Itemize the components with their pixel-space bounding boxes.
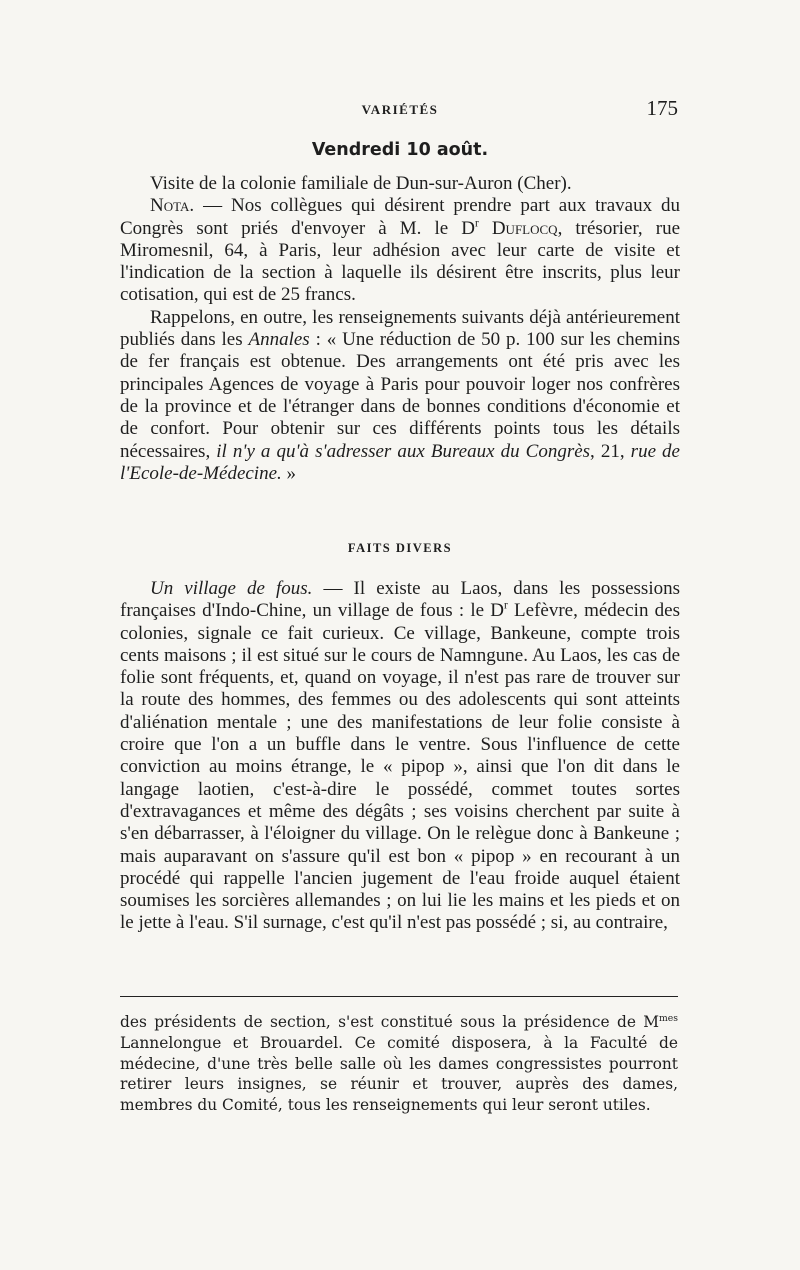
footnote-mmes-superscript: mes: [659, 1012, 678, 1024]
faits-divers-block: [120, 578, 680, 935]
rappel-text-1: Rappelons, en outre, les renseignements suivants déjà antérieurement publiés dans les: [120, 306, 680, 351]
village-text-1: — Il existe au Laos, dans les possessions françaises d'Indo-Chine, un village de fous : le D: [120, 578, 681, 622]
rappel-annales: Annales: [248, 329, 310, 351]
rappel-text-3: , 21,: [590, 440, 631, 462]
visit-text: Visite de la colonie familiale de Dun-sur-Auron (Cher).: [150, 173, 572, 194]
footnote-text-1: des présidents de section, s'est constitué sous la présidence de M: [120, 1013, 660, 1031]
rappel-italic-1: il n'y a qu'à s'adresser aux Bureaux du Congrès: [216, 440, 591, 462]
running-head: VARIÉTÉS: [361, 102, 439, 117]
section-heading: FAITS DIVERS: [347, 541, 453, 555]
village-paragraph: [120, 578, 680, 935]
nota-dr-superscript: r: [474, 217, 479, 230]
visit-paragraph: [120, 173, 680, 195]
village-title: Un village de fous.: [150, 578, 313, 599]
village-dr-superscript: r: [504, 599, 508, 612]
footnote-text-2: Lannelongue et Brouardel. Ce comité disposera, à la Faculté de médecine, d'une très belle salle où les dames congressistes pourront retirer leurs insignes, se réunir et trouver, auprès des dames, membres du Comité, tous les renseignements qui leur seront utiles.: [120, 1033, 678, 1115]
date-heading: Vendredi 10 août.: [311, 140, 489, 160]
rappel-paragraph: [120, 307, 680, 485]
rappel-text-4: »: [281, 462, 297, 484]
nota-label: Nota.: [150, 195, 195, 217]
nota-paragraph: [120, 195, 680, 306]
page-number: 175: [646, 96, 678, 120]
nota-text-1: — Nos collègues qui désirent prendre part aux travaux du Congrès sont priés d'envoyer à M. le D: [120, 195, 680, 239]
page-header: [120, 96, 680, 124]
rappel-italic-2: rue de l'Ecole-de-Médecine.: [120, 440, 680, 484]
footnote: [120, 1012, 678, 1116]
village-text-2: Lefèvre, médecin des colonies, signale ce fait curieux. Ce village, Bankeune, compte trois cents maisons ; il est situé sur le cours de Namngune. Au Laos, les cas de folie sont fréquents, et, quand on voyage, il n'est pas rare de trouver sur la route des hommes, des femmes ou des adolescents qui sont atteints d'aliénation mentale ; une des manifestations de leur folie consiste à croire que l'on a un buffle dans le ventre. Sous l'influence de cette conviction au moins étrange, le « pipop », ainsi que l'on dit dans le langage laotien, c'est-à-dire le possédé, commet toutes sortes d'extravagances et même des dégâts ; ses voisins cherchent par suite à s'en débarrasser, à l'éloigner du village. On le relègue donc à Bankeune ; mais auparavant on s'assure qu'il est bon « pipop » en recourant à un procédé qui rappelle l'ancien jugement de l'eau froide auquel étaient soumises les sorcières allemandes ; on lui lie les mains et les pieds et on le jette à l'eau. S'il surnage, c'est qu'il n'est pas possédé ; si, au contraire,: [120, 600, 680, 934]
announcement-block: [120, 173, 680, 485]
nota-treasurer-name: Duflocq: [478, 217, 558, 239]
footnote-paragraph: [120, 1012, 678, 1116]
nota-text-2: , trésorier, rue Miromesnil, 64, à Paris, leur adhésion avec leur carte de visite et l'indication de la section à laquelle ils désirent être inscrits, plus leur cotisation, qui est de 25 francs.: [120, 217, 680, 306]
footnote-rule: [120, 996, 678, 997]
rappel-text-2: : « Une réduction de 50 p. 100 sur les chemins de fer français est obtenue. Des arrangements ont été pris avec les principales Agences de voyage à Paris pour pouvoir loger nos confrères de la province et de l'étranger dans de bonnes conditions d'économie et de confort. Pour obtenir sur ces différents points tous les détails nécessaires,: [120, 329, 680, 462]
